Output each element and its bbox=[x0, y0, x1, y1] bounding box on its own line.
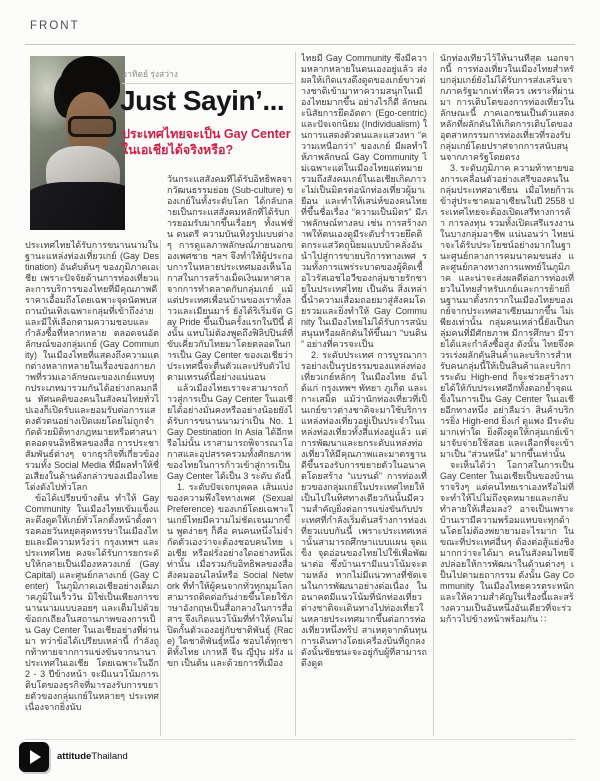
paragraph: 1. ระดับปัจเจกบุคคล เส้นแบ่งของความพึงใจทางเพศ (Sexual Preference) ของเกย์โดยเฉพาะในเกย์ไทยมีความไม่ชัดเจนมากขึ้น พูดง่ายๆ ก็คือ คนคนหนึ่งไม่จำกัดตัวเองว่าจะต้องชอบคนไทย เอเชีย หรือฝรั่งอย่างใดอย่างหนึ่งเท่านั้น เมื่อรวมกับอิทธิพลของสื่อสังคมออนไลน์หรือ Social Network ที่ทำให้ผู้คนจากทั่วทุกมุมโลกสามารถติดต่อกันง่ายขึ้นโดยใช้ภาษาอังกฤษเป็นสื่อกลางในการสื่อสาร จึงเกิดแนวโน้มที่ทำให้คนไม่ปิดกั้นตัวเองอยู่กับชาติพันธุ์ (Race) ใดชาติพันธุ์หนึ่ง ชอบได้ทุกชาติทั้งไทย เกาหลี จีน ญี่ปุ่น ฝรั่ง แขก เป็นต้น และด้วยการที่เมือง bbox=[167, 482, 293, 668]
paragraph: ประเทศไทยได้รับการขนานนามในฐานะแหล่งท่องเที่ยวเกย์ (Gay Destination) อันดับต้นๆ ของภูมิภาคเอเชีย เพราะปัจจัยด้านการท่องเที่ยวและการบริการของไทยที่มีคุณภาพดี ราคาเอื้อมถึงโดยเฉพาะจุดนัดพบสถานบันเทิงเฉพาะกลุ่มที่เข้าถึงง่าย และมีให้เลือกตามความชอบและกำลังซื้อที่หลากหลาย ตลอดจนอัตลักษณ์ของกลุ่มเกย์ (Gay Community) ในเมืองไทยที่แสดงถึงความแตกต่างหลากหลายในเรื่องของกายภาพที่รวมเอาลักษณะของเกย์แทบทุกประเภทมารวมกันได้อย่างกลมกลืน ทัศนคติของคนในสังคมไทยทั่วไปเองก็เปิดรับและยอมรับต่อการแสดงตัวตนอย่างเปิดเผยโดยไม่ถูกจำกัดด้วยมิติทางกฎหมายหรือศาสนา ตลอดจนอิทธิพลของสื่อ การประชาสัมพันธ์ต่างๆ จากธุรกิจที่เกี่ยวข้องรวมทั้ง Social Media ที่มีผลทำให้ชื่อเสียงในด้านดังกล่าวของเมืองไทยโด่งดังไปทั่วโลก bbox=[25, 240, 159, 492]
header-rule bbox=[25, 44, 575, 45]
play-arrow-icon bbox=[30, 750, 41, 764]
column-divider-3 bbox=[433, 52, 434, 736]
footer-rule bbox=[25, 739, 575, 740]
paragraph: จะเห็นได้ว่า โอกาสในการเป็น Gay Center ในเอเชียเป็นของบ้านเราจริงๆ แต่คนไทยเราเองหรือไม่ที่จะทำให้ไปไม่ถึงจุดหมายและกลับทำลายให้เสื่อมลง? อาจเป็นเพราะบ้านเรามีความพร้อมแทบจะทุกด้านโดยไม่ต้องพยายามอะไรมาก ในขณะที่ประเทศอื่นๆ ต้องต่อสู้แย่งชิงมากกว่าจะได้มา คนในสังคมไทยจึงปล่อยให้การพัฒนาในด้านต่างๆ เป็นไปตามยถากรรม ดังนั้น Gay Community ในเมืองไทยควรตระหนักและให้ความสำคัญในเรื่องนี้และสร้างความเป็นอันหนึ่งอันเดียวที่จะร่วมก้าวไปข้างหน้าพร้อมกัน ∷ bbox=[440, 460, 574, 624]
article-subtitle-line2: ในเอเชียได้จริงหรือ? bbox=[122, 143, 234, 157]
brand-wordmark-regular: Thailand bbox=[91, 751, 128, 762]
paragraph: 2. ระดับประเทศ การบูรณาการอย่างเป็นรูปธรรมของแหล่งท่องเที่ยวเกย์หลักๆ ในเมืองไทย อันได้แก่ กรุงเทพฯ พัทยา ภูเก็ต และเกาะเสม็ด แม้ว่านักท่องเที่ยวที่เป็นเกย์ขาวต่างชาติจะมาใช้บริการแหล่งท่องเที่ยวอยู่เป็นประจำในแหล่งท่องเที่ยวทั้งสี่แห่งอยู่แล้ว แต่การพัฒนาและยกระดับแหล่งท่องเที่ยวให้มีคุณภาพและมาตรฐานดีขึ้นรองรับการขยายตัวในอนาคตโดยสร้าง “แบรนด์” การท่องเที่ยวของกลุ่มเกย์ในประเทศไทยให้เป็นไปในทิศทางเดียวกันนั้นมีความสำคัญยิ่งต่อการแข่งขันกับประเทศที่กำลังเริ่มต้นสร้างการท่องเที่ยวแบบกันนี้ เพราะประเทศเหล่านั้นสามารถศึกษาแบบแผน จุดแข็ง จุดอ่อนของไทยไปใช้เพื่อพัฒนาต่อ ซึ่งบ้านเรามีแนวโน้มจะตามหลัง หากไม่มีแนวทางที่ชัดเจนในการพัฒนาอย่างต่อเนื่อง ในอนาคตมีแนวโน้มที่นักท่องเที่ยวต่างชาติจะเดินทางไปท่องเที่ยวในหลายประเทศมากขึ้นต่อการท่องเที่ยวหนึ่งทริป สาเหตุจากต้นทุนการเดินทางโดยเครื่องบินที่ถูกลง ดังนั้นชัยชนะจะอยู่กับผู้ที่สามารถดึงดูด bbox=[301, 350, 427, 668]
photo-jacket bbox=[30, 182, 125, 230]
byline: อาทิตย์ รุ่งสว่าง bbox=[122, 69, 178, 79]
brand-wordmark bbox=[57, 751, 128, 762]
text-column-2 bbox=[167, 174, 293, 736]
column-divider-2 bbox=[295, 52, 296, 736]
column-divider-1 bbox=[160, 240, 161, 736]
byline-rule bbox=[122, 83, 294, 84]
text-column-4 bbox=[440, 53, 574, 736]
section-label: FRONT bbox=[30, 20, 80, 32]
portrait-photo bbox=[30, 56, 125, 230]
paragraph: ข้อได้เปรียบข้างต้น ทำให้ Gay Community ในเมืองไทยเข้มแข็งและดึงดูดให้เกย์ทั่วโลกตั้งหน้าตั้งตารอคอยวันหยุดสุดหรรษาในเมืองไทยและมีความหวังว่า กรุงเทพฯ และประเทศไทย คงจะได้รับการยกระดับให้กลายเป็นเมืองหลวงเกย์ (Gay Capital) และศูนย์กลางเกย์ (Gay Center) ในภูมิภาคเอเชียอย่างเต็มภาคภูมิในเร็ววัน มิใช่เป็นเพียงการขนานนามแบบลอยๆ และเต็มไปด้วยข้อถกเถียงในสถานภาพของการเป็น Gay Center ในเอเชียอย่างที่ผ่านมา ทว่าข้อได้เปรียบเหล่านี้ กำลังถูกท้าทายจากการแข่งขันจากนานาประเทศในเอเชีย โดยเฉพาะในอีก 2 - 3 ปีข้างหน้า จะมีแนวโน้มการเติบโตของธุรกิจที่มารองรับการขยายตัวของกลุ่มเกย์ในหลายๆ ประเทศ เนื่องจากยิ่งนับ bbox=[25, 493, 159, 712]
text-column-1 bbox=[25, 240, 159, 736]
paragraph: 3. ระดับภูมิภาค ความท้าทายของการเคลื่อนตัวอย่างเสรีของคนในกลุ่มประเทศอาเซียน เมื่อไทยก้าวเข้าสู่ประชาคมอาเซียนในปี 2558 ประเทศไทยจะต้องเปิดเสรีทางการค้า การลงทุน รวมทั้งเปิดเสรีแรงงานในบางกลุ่มอาชีพ แน่นอนว่า ไทยน่าจะได้รับประโยชน์อย่างมากในฐานะศูนย์กลางการคมนาคมขนส่ง และศูนย์กลางทางการแพทย์ในภูมิภาค และน่าจะส่งผลดีต่อการท่องเที่ยวในไทยสำหรับเกย์และการย้ายถิ่นฐานมาตั้งรกรากในเมืองไทยของเกย์จากประเทศอาเซียนมากขึ้น ไม่เพียงเท่านั้น กลุ่มคนเหล่านี้ยังเป็นกลุ่มคนที่มีศักยภาพ มีการศึกษา มีรายได้และกำลังซื้อสูง ดังนั้น ไทยจึงควรเร่งผลักดันสินค้าและบริการสำหรับคนกลุ่มนี้ให้เป็นสินค้าและบริการระดับ High-end ก็จะช่วยสร้างรายได้ให้กับประเทศอีกทั้งตอกย้ำจุดแข็งในการเป็น Gay Center ในเอเชียอีกทางหนึ่ง อย่าลืมว่า สินค้าบริการยิ่ง High-end ยิ่งเก๋ ดูแพง มีระดับมากเท่าใด ยิ่งดึงดูดให้กลุ่มเกย์เข้ามาจับจ่ายใช้สอย และเลือกที่จะเข้ามาเป็น “ส่วนหนึ่ง” มากขึ้นเท่านั้น bbox=[440, 163, 574, 459]
glasses-icon bbox=[68, 116, 116, 137]
paragraph: นักท่องเที่ยวไว้ให้นานที่สุด นอกจากนี้ การท่องเที่ยวในเมืองไทยสำหรับกลุ่มเกย์ยังไม่ได้รับการส่งเสริมจากภาครัฐมากเท่าที่ควร เพราะที่ผ่านมา การเติบโตของการท่องเที่ยวในลักษณะนี้ ภาคเอกชนเป็นตัวแสดงหลักที่ผลักดันให้เกิดการเติบโตของอุตสาหกรรมการท่องเที่ยวที่รองรับกลุ่มเกย์โดยปราศจากการสนับสนุนจากภาครัฐโดยตรง bbox=[440, 53, 574, 162]
paragraph: แล้วเมืองไทยเราจะสามารถก้าวสู่การเป็น Gay Center ในเอเชียได้อย่างมั่นคงหรืออย่างน้อยยังได้รับการขนานนามว่าเป็น No. 1 Gay Destination In Asia ได้อีกหรือไม่นั้น เราสามารถพิจารณาโอกาสและอุปสรรครวมทั้งศักยภาพของไทยในการก้าวเข้าสู่การเป็น Gay Center ได้เป็น 3 ระดับ ดังนี้ bbox=[167, 383, 293, 481]
paragraph: ไทยมี Gay Community ซึ่งมีความหลากหลายในตนเองอยู่แล้ว ส่งผลให้เกิดแรงดึงดูดของเกย์ขาวต่างชาติเข้ามาหาความสนุกในเมืองไทยมากขึ้น อย่างไรก็ดี ลักษณะนิสัยการยึดอัตตา (Ego-centric) และปัจเจกนิยม (Individualism) ในการแสดงตัวตนและแสวงหา “ความเหนือกว่า” ของเกย์ มีผลทำให้ภาพลักษณ์ Gay Community ไม่เฉพาะแต่ในเมืองไทยแต่หมายรวมถึงสังคมเกย์ในเอเชียเกิดภาวะไม่เป็นมิตรต่อนักท่องเที่ยวผู้มาเยือน และทำให้เสน่ห์ของคนไทยที่ขึ้นชื่อเรื่อง “ความเป็นมิตร” มีภาพลักษณ์ทางลบ เช่น การสร้างภาพให้ตนเองดูมีระดับร่ำรวยยึดติดกระแสวัตถุนิยมแบบบ้าคลั่งอันนำไปสู่การขายบริการทางเพศ รวมทั้งการแพร่ระบาดของผู้ติดเชื้อไวรัสเอชไอวีของกลุ่มชายรักชายในประเทศไทย เป็นต้น สิ่งเหล่านี้นำความเสื่อมถอยมาสู่สังคมโดยรวมและยิ่งทำให้ Gay Community ในเมืองไทยไม่ได้รับการสนับสนุนหรือผลักดันให้ขึ้นมา “บนดิน” อย่างที่ควรจะเป็น bbox=[301, 53, 427, 349]
article-title: Just Sayin’... bbox=[120, 85, 285, 116]
paragraph: วันกระแสสังคมที่ได้รับอิทธิพลจากวัฒนธรรมย่อย (Sub-culture) ของเกย์ในทั้งระดับโลก ได้กลับกลายเป็นกระแสสังคมหลักที่ได้รับการยอมรับมากขึ้นเรื่อยๆ ทั้งแฟชั่น ดนตรี ความบันเทิงรูปแบบต่างๆ การดูแลภาพลักษณ์ภายนอกของเพศชาย ฯลฯ จึงทำให้ผู้ประกอบการในหลายประเทศมองเห็นโอกาสในการสร้างเม็ดเงินมหาศาลจากการทำตลาดกับกลุ่มเกย์ แม้แต่ประเทศเพื่อนบ้านของเราทั้งลาวและเมียนมาร์ ยังได้ริเริ่มจัด Gay Pride ขึ้นเป็นครั้งแรกในปีนี้ ดังนั้น แทบไม่ต้องพูดถึงฟิลิปปินส์ที่ขับเคี่ยวกับไทยมาโดยตลอดในการเป็น Gay Center ของเอเชียว่า ประเทศนี้จะตื่นตัวและปรับตัวไปตามเทรนด์นี้อย่างแน่นอน bbox=[167, 174, 293, 382]
article-subtitle-line1: ประเทศไทยจะเป็น Gay Center bbox=[122, 127, 291, 141]
article-subtitle bbox=[122, 126, 297, 158]
brand-wordmark-bold: attitude bbox=[57, 751, 92, 762]
attitude-logo-icon bbox=[19, 742, 49, 772]
text-column-3 bbox=[301, 53, 427, 736]
